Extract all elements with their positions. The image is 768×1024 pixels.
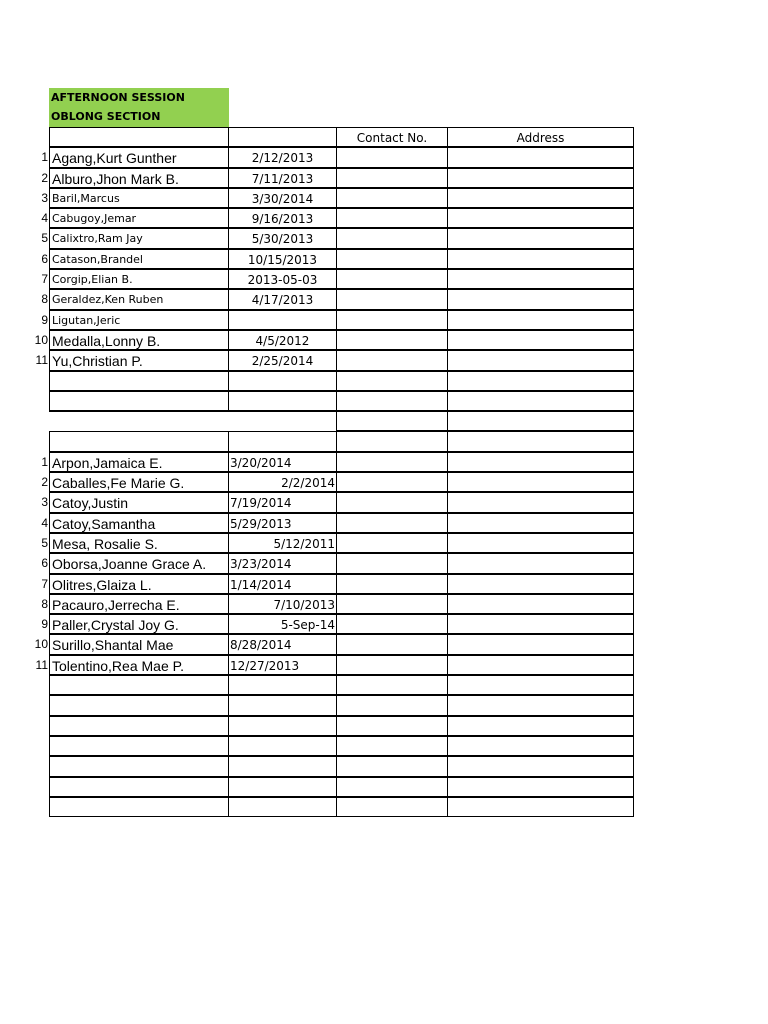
section-title: OBLONG SECTION — [51, 110, 161, 123]
table-row — [0, 168, 768, 188]
student-name[interactable]: Arpon,Jamaica E. — [49, 452, 229, 472]
table-row — [0, 188, 768, 208]
contact-cell[interactable] — [336, 655, 448, 675]
empty-cell[interactable] — [447, 371, 634, 391]
row-number: 3 — [41, 190, 48, 205]
student-name[interactable]: Calixtro,Ram Jay — [49, 228, 229, 248]
address-cell[interactable] — [447, 330, 634, 350]
empty-cell[interactable] — [447, 777, 634, 797]
student-name[interactable]: Mesa, Rosalie S. — [49, 533, 229, 553]
birth-date[interactable] — [228, 310, 337, 330]
birth-date[interactable]: 5/30/2013 — [228, 228, 337, 248]
row-number: 9 — [41, 312, 48, 327]
header-cell-name[interactable] — [49, 127, 229, 147]
contact-cell[interactable] — [336, 553, 448, 573]
spacer-row — [0, 411, 768, 431]
table-row — [0, 574, 768, 594]
birth-date[interactable]: 3/30/2014 — [228, 188, 337, 208]
table-row — [0, 513, 768, 533]
student-name[interactable]: Baril,Marcus — [49, 188, 229, 208]
empty-cell[interactable] — [447, 797, 634, 817]
contact-cell[interactable] — [336, 147, 448, 167]
empty-cell[interactable] — [336, 756, 448, 776]
row-number: 8 — [41, 596, 48, 611]
table-row — [0, 492, 768, 512]
student-name[interactable]: Surillo,Shantal Mae — [49, 634, 229, 654]
empty-cell[interactable] — [49, 716, 229, 736]
row-number: 7 — [41, 576, 48, 591]
address-cell[interactable] — [447, 594, 634, 614]
empty-cell[interactable] — [336, 391, 448, 411]
row-number: 2 — [41, 475, 48, 490]
empty-cell[interactable] — [447, 695, 634, 715]
empty-cell[interactable] — [228, 391, 337, 411]
student-name[interactable]: Medalla,Lonny B. — [49, 330, 229, 350]
table-row — [0, 614, 768, 634]
empty-cell[interactable] — [49, 736, 229, 756]
table-row — [0, 533, 768, 553]
birth-date[interactable]: 4/17/2013 — [228, 289, 337, 309]
birth-date[interactable]: 2013-05-03 — [228, 269, 337, 289]
contact-cell[interactable] — [336, 350, 448, 370]
table-row — [0, 452, 768, 472]
table-row — [0, 310, 768, 330]
address-cell[interactable] — [447, 269, 634, 289]
empty-row — [0, 371, 768, 391]
student-name[interactable]: Catoy,Samantha — [49, 513, 229, 533]
address-cell[interactable] — [447, 513, 634, 533]
table-row — [0, 269, 768, 289]
address-cell[interactable] — [447, 634, 634, 654]
empty-cell[interactable] — [336, 736, 448, 756]
address-cell[interactable] — [447, 452, 634, 472]
birth-date[interactable]: 5-Sep-14 — [228, 614, 337, 634]
address-header[interactable]: Address — [447, 127, 634, 147]
address-cell[interactable] — [447, 228, 634, 248]
birth-date[interactable]: 7/19/2014 — [228, 492, 337, 512]
header-cell-date[interactable] — [228, 127, 337, 147]
student-name[interactable]: Tolentino,Rea Mae P. — [49, 655, 229, 675]
empty-cell[interactable] — [49, 371, 229, 391]
row-number: 4 — [41, 211, 48, 226]
contact-cell[interactable] — [336, 513, 448, 533]
birth-date[interactable]: 3/20/2014 — [228, 452, 337, 472]
address-cell[interactable] — [447, 310, 634, 330]
address-cell[interactable] — [447, 289, 634, 309]
address-cell[interactable] — [447, 553, 634, 573]
student-name[interactable]: Caballes,Fe Marie G. — [49, 472, 229, 492]
empty-cell[interactable] — [228, 695, 337, 715]
table-row — [0, 249, 768, 269]
address-cell[interactable] — [447, 574, 634, 594]
session-header — [49, 88, 229, 127]
row-number: 7 — [41, 272, 48, 287]
student-name[interactable]: Catason,Brandel — [49, 249, 229, 269]
contact-cell[interactable] — [336, 289, 448, 309]
roster-grid — [0, 127, 768, 817]
student-name[interactable]: Olitres,Glaiza L. — [49, 574, 229, 594]
birth-date[interactable]: 1/14/2014 — [228, 574, 337, 594]
birth-date[interactable]: 12/27/2013 — [228, 655, 337, 675]
contact-cell[interactable] — [336, 310, 448, 330]
birth-date[interactable]: 7/11/2013 — [228, 168, 337, 188]
table-row — [0, 330, 768, 350]
table-row — [0, 594, 768, 614]
contact-cell[interactable] — [336, 452, 448, 472]
spacer-cell[interactable] — [228, 411, 337, 431]
row-number: 6 — [41, 556, 48, 571]
empty-cell[interactable] — [447, 431, 634, 451]
contact-cell[interactable] — [336, 168, 448, 188]
empty-cell[interactable] — [49, 391, 229, 411]
student-name[interactable]: Oborsa,Joanne Grace A. — [49, 553, 229, 573]
empty-row — [0, 777, 768, 797]
row-number: 5 — [41, 231, 48, 246]
contact-cell[interactable] — [336, 228, 448, 248]
birth-date[interactable]: 4/5/2012 — [228, 330, 337, 350]
table-row — [0, 655, 768, 675]
row-number: 10 — [34, 637, 48, 652]
empty-row — [0, 431, 768, 451]
birth-date[interactable]: 3/23/2014 — [228, 553, 337, 573]
table-row — [0, 208, 768, 228]
address-cell[interactable] — [447, 208, 634, 228]
birth-date[interactable]: 2/25/2014 — [228, 350, 337, 370]
contact-cell[interactable] — [336, 614, 448, 634]
empty-row — [0, 736, 768, 756]
empty-cell[interactable] — [336, 431, 448, 451]
contact-cell[interactable] — [336, 208, 448, 228]
birth-date[interactable]: 2/12/2013 — [228, 147, 337, 167]
address-cell[interactable] — [447, 188, 634, 208]
student-name[interactable]: Ligutan,Jeric — [49, 310, 229, 330]
student-name[interactable]: Pacauro,Jerrecha E. — [49, 594, 229, 614]
empty-row — [0, 675, 768, 695]
row-number: 11 — [35, 657, 48, 672]
table-row — [0, 228, 768, 248]
birth-date[interactable]: 5/12/2011 — [228, 533, 337, 553]
empty-cell[interactable] — [49, 675, 229, 695]
birth-date[interactable]: 5/29/2013 — [228, 513, 337, 533]
student-name[interactable]: Geraldez,Ken Ruben — [49, 289, 229, 309]
empty-cell[interactable] — [447, 391, 634, 411]
contact-cell[interactable] — [336, 188, 448, 208]
student-name[interactable]: Cabugoy,Jemar — [49, 208, 229, 228]
contact-cell[interactable] — [336, 249, 448, 269]
empty-cell[interactable] — [49, 777, 229, 797]
row-number: 5 — [41, 535, 48, 550]
empty-cell[interactable] — [49, 756, 229, 776]
empty-cell[interactable] — [49, 695, 229, 715]
empty-cell[interactable] — [228, 736, 337, 756]
empty-row — [0, 797, 768, 817]
student-name[interactable]: Paller,Crystal Joy G. — [49, 614, 229, 634]
empty-row — [0, 756, 768, 776]
student-name[interactable]: Alburo,Jhon Mark B. — [49, 168, 229, 188]
student-name[interactable]: Catoy,Justin — [49, 492, 229, 512]
empty-cell[interactable] — [336, 675, 448, 695]
row-number: 8 — [41, 292, 48, 307]
empty-cell[interactable] — [447, 411, 634, 431]
empty-row — [0, 391, 768, 411]
column-header-row — [0, 127, 768, 147]
empty-cell[interactable] — [228, 431, 337, 451]
empty-cell[interactable] — [228, 797, 337, 817]
empty-cell[interactable] — [447, 756, 634, 776]
contact-header[interactable]: Contact No. — [336, 127, 448, 147]
contact-cell[interactable] — [336, 492, 448, 512]
row-number: 4 — [41, 515, 48, 530]
address-cell[interactable] — [447, 655, 634, 675]
empty-cell[interactable] — [336, 371, 448, 391]
row-number: 2 — [41, 170, 48, 185]
table-row — [0, 472, 768, 492]
spacer-cell[interactable] — [49, 411, 229, 431]
empty-cell[interactable] — [336, 695, 448, 715]
contact-cell[interactable] — [336, 634, 448, 654]
empty-cell[interactable] — [228, 777, 337, 797]
empty-cell[interactable] — [336, 716, 448, 736]
address-cell[interactable] — [447, 168, 634, 188]
empty-cell[interactable] — [336, 411, 448, 431]
address-cell[interactable] — [447, 472, 634, 492]
address-cell[interactable] — [447, 249, 634, 269]
empty-cell[interactable] — [228, 756, 337, 776]
session-title: AFTERNOON SESSION — [51, 91, 185, 104]
empty-cell[interactable] — [49, 797, 229, 817]
empty-cell[interactable] — [228, 675, 337, 695]
contact-cell[interactable] — [336, 533, 448, 553]
row-number: 11 — [35, 353, 48, 368]
address-cell[interactable] — [447, 492, 634, 512]
birth-date[interactable]: 8/28/2014 — [228, 634, 337, 654]
contact-cell[interactable] — [336, 330, 448, 350]
empty-cell[interactable] — [336, 777, 448, 797]
empty-cell[interactable] — [336, 797, 448, 817]
empty-row — [0, 695, 768, 715]
table-row — [0, 553, 768, 573]
contact-cell[interactable] — [336, 594, 448, 614]
student-name[interactable]: Corgip,Elian B. — [49, 269, 229, 289]
address-cell[interactable] — [447, 147, 634, 167]
birth-date[interactable]: 9/16/2013 — [228, 208, 337, 228]
empty-row — [0, 716, 768, 736]
student-name[interactable]: Yu,Christian P. — [49, 350, 229, 370]
birth-date[interactable]: 7/10/2013 — [228, 594, 337, 614]
address-cell[interactable] — [447, 614, 634, 634]
empty-cell[interactable] — [447, 736, 634, 756]
row-number: 3 — [41, 495, 48, 510]
contact-cell[interactable] — [336, 574, 448, 594]
birth-date[interactable]: 2/2/2014 — [228, 472, 337, 492]
table-row — [0, 350, 768, 370]
row-number: 6 — [41, 251, 48, 266]
row-number: 10 — [34, 332, 48, 347]
row-number: 1 — [41, 454, 48, 469]
table-row — [0, 634, 768, 654]
empty-cell[interactable] — [447, 675, 634, 695]
row-number: 9 — [41, 617, 48, 632]
contact-cell[interactable] — [336, 472, 448, 492]
address-cell[interactable] — [447, 533, 634, 553]
empty-cell[interactable] — [228, 371, 337, 391]
student-name[interactable]: Agang,Kurt Gunther — [49, 147, 229, 167]
table-row — [0, 147, 768, 167]
empty-cell[interactable] — [49, 431, 229, 451]
contact-cell[interactable] — [336, 269, 448, 289]
row-number: 1 — [41, 150, 48, 165]
empty-cell[interactable] — [228, 716, 337, 736]
address-cell[interactable] — [447, 350, 634, 370]
empty-cell[interactable] — [447, 716, 634, 736]
birth-date[interactable]: 10/15/2013 — [228, 249, 337, 269]
table-row — [0, 289, 768, 309]
